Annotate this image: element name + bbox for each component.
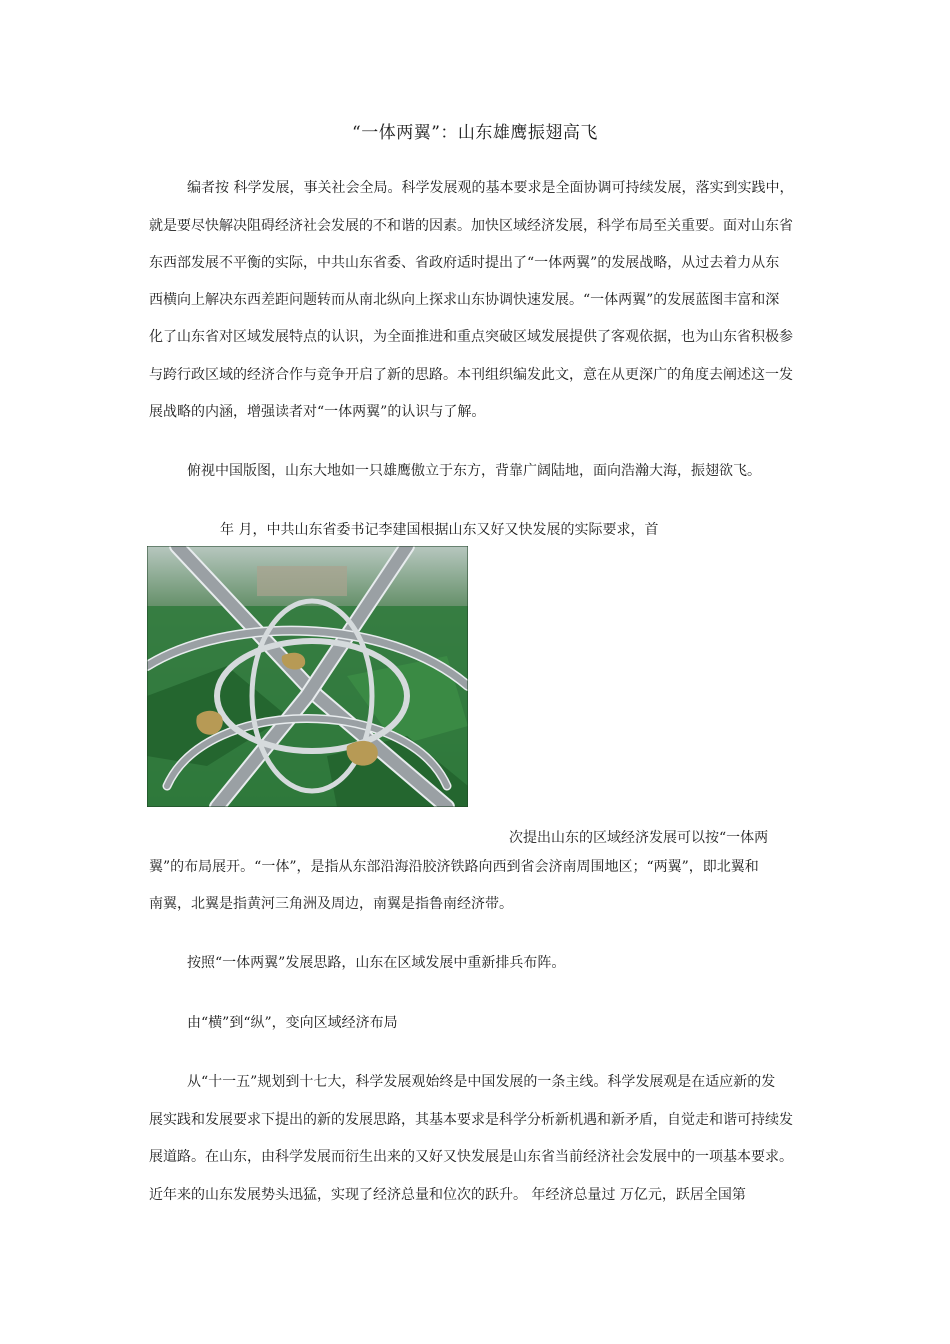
proposal-line: 次提出山东的区域经济发展可以按“一体两 (509, 830, 769, 846)
development-line: 从“十一五”规划到十七大，科学发展观始终是中国发展的一条主线。科学发展观是在适应新的发 (187, 1074, 776, 1090)
editor-note-line: 与跨行政区域的经济合作与竞争开启了新的思路。本刊组织编发此文，意在从更深广的角度去阐述这一发 (149, 367, 793, 383)
editor-note-line: 展战略的内涵，增强读者对“一体两翼”的认识与了解。 (149, 404, 486, 420)
section-subheading: 由“横”到“纵”，变向区域经济布局 (187, 1015, 398, 1031)
overview-paragraph: 俯视中国版图，山东大地如一只雄鹰傲立于东方，背靠广阔陆地，面向浩瀚大海，振翅欲飞。 (187, 463, 761, 479)
development-line: 展实践和发展要求下提出的新的发展思路，其基本要求是科学分析新机遇和新矛盾，自觉走和谐可持续发 (149, 1112, 793, 1128)
layout-paragraph: 按照“一体两翼”发展思路，山东在区域发展中重新排兵布阵。 (187, 955, 566, 971)
proposal-line: 南翼，北翼是指黄河三角洲及周边，南翼是指鲁南经济带。 (149, 896, 513, 912)
development-line: 展道路。在山东，由科学发展而衍生出来的又好又快发展是山东省当前经济社会发展中的一项基本要求。 (149, 1149, 793, 1165)
article-title: “一体两翼”：山东雄鹰振翅高飞 (352, 123, 598, 143)
proposal-line: 年 月，中共山东省委书记李建国根据山东又好又快发展的实际要求，首 (220, 522, 659, 538)
editor-note-line: 化了山东省对区域发展特点的认识，为全面推进和重点突破区域发展提供了客观依据，也为山东省积极参 (149, 329, 793, 345)
highway-interchange-aerial-icon (147, 546, 468, 807)
editor-note-line: 西横向上解决东西差距问题转而从南北纵向上探求山东协调快速发展。“一体两翼”的发展蓝图丰富和深 (149, 292, 780, 308)
editor-note-line: 编者按 科学发展，事关社会全局。科学发展观的基本要求是全面协调可持续发展，落实到实践中， (187, 180, 794, 196)
proposal-line: 翼”的布局展开。“一体”，是指从东部沿海沿胶济铁路向西到省会济南周围地区；“两翼”，即北翼和 (149, 859, 759, 875)
development-line: 近年来的山东发展势头迅猛，实现了经济总量和位次的跃升。 年经济总量过 万亿元，跃居全国第 (149, 1187, 746, 1203)
editor-note-line: 东西部发展不平衡的实际，中共山东省委、省政府适时提出了“一体两翼”的发展战略，从过去着力从东 (149, 255, 780, 271)
editor-note-line: 就是要尽快解决阻碍经济社会发展的不和谐的因素。加快区域经济发展，科学布局至关重要。面对山东省 (149, 218, 793, 234)
highway-interchange-photo (147, 546, 468, 807)
